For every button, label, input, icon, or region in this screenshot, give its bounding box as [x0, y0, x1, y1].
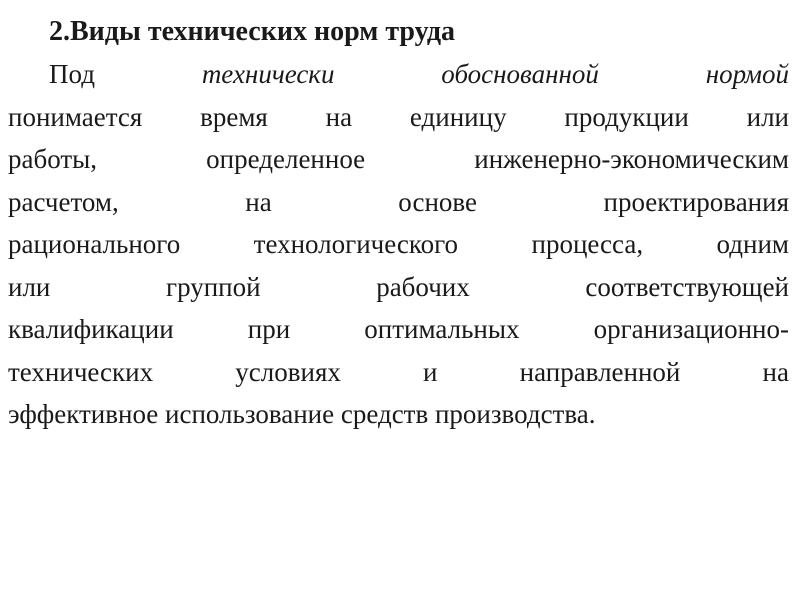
paragraph-line-1 — [8, 53, 789, 96]
paragraph-line-7: квалификации при оптимальных организационно- — [8, 314, 789, 344]
paragraph-line-4: расчетом, на основе проектирования — [8, 186, 789, 217]
paragraph-line-8: технических условиях и направленной на — [8, 356, 789, 387]
paragraph-line-6: или группой рабочих соответствующей — [8, 271, 789, 302]
paragraph-line-2: понимается время на единицу продукции или — [8, 101, 789, 132]
emphasis-word-2: обоснованной — [441, 59, 599, 89]
paragraph-line-5: рационального технологического процесса, одним — [8, 229, 789, 259]
lead-word: Под — [49, 59, 95, 89]
paragraph-line-9: эффективное использование средств производства. — [8, 399, 596, 429]
emphasis-word-3: нормой — [705, 59, 789, 89]
slide-paragraph — [8, 53, 789, 436]
paragraph-line-3: работы, определенное инженерно-экономическим — [8, 144, 789, 174]
emphasis-word-1: технически — [201, 59, 335, 89]
slide-title: 2.Виды технических норм труда — [49, 16, 456, 47]
